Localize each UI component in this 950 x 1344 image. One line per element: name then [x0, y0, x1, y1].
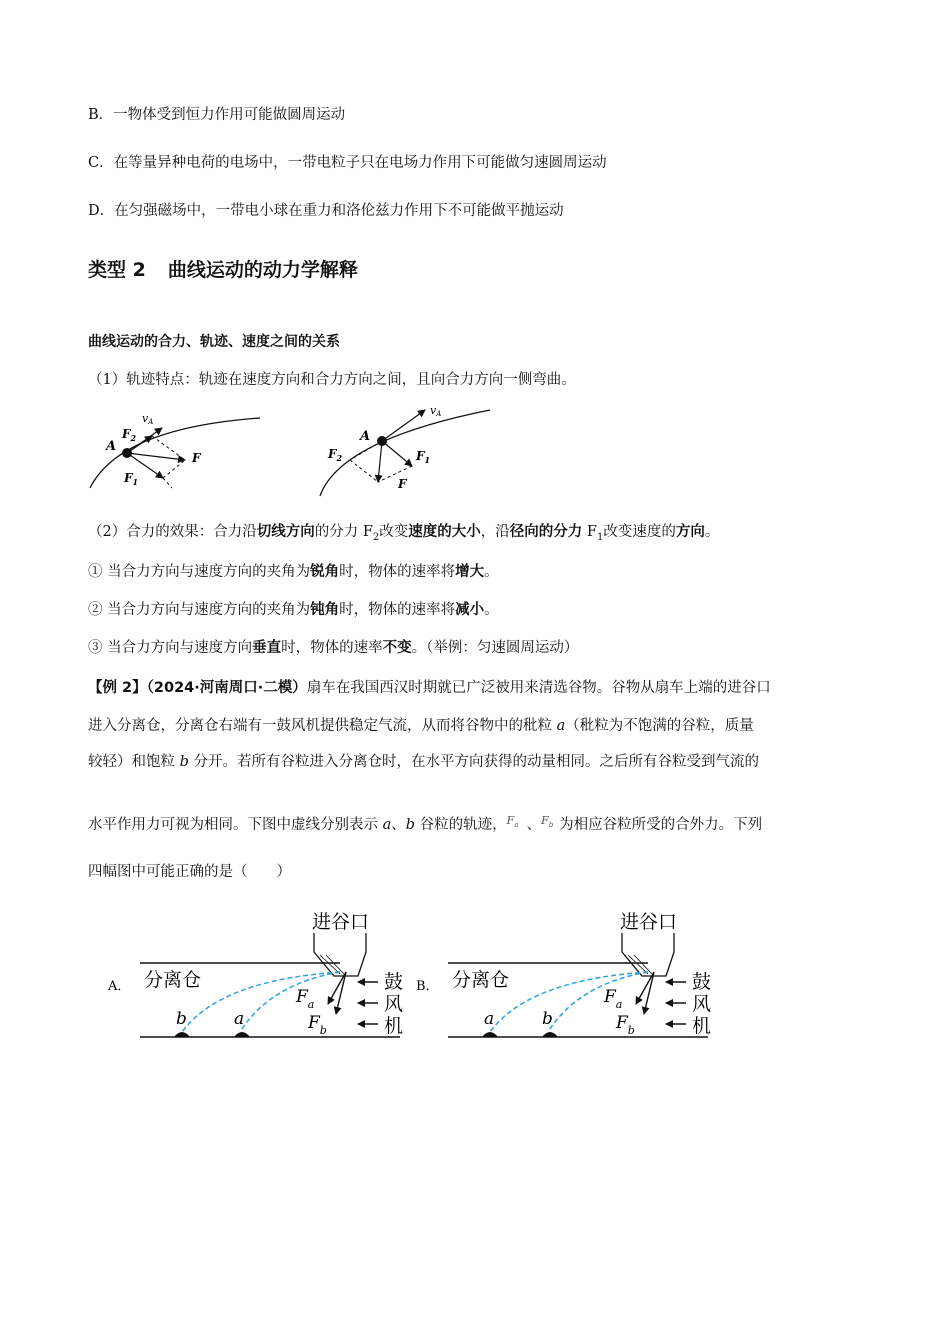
svg-text:Fb: $F_b$	[616, 1013, 635, 1037]
svg-text:Fa: $F_a$	[296, 987, 315, 1011]
case-perpendicular: ③ 当合力方向与速度方向垂直时，物体的速率不变。（举例：匀速圆周运动）	[88, 640, 579, 656]
svg-text:vA: vA	[142, 412, 154, 426]
svg-text:F2: $F_2$	[328, 447, 343, 463]
svg-text:分离仓: 分离仓	[452, 969, 510, 991]
svg-text:鼓: 鼓	[384, 971, 404, 993]
example-source: （2024·河南周口·二模）	[146, 680, 307, 696]
svg-text:F: F	[398, 477, 407, 491]
option-b: B．一物体受到恒力作用可能做圆周运动	[88, 107, 346, 123]
case-acute: ① 当合力方向与速度方向的夹角为锐角时，物体的速率将增大。	[88, 564, 499, 580]
svg-text:F2: $F_2$	[122, 427, 137, 443]
subheading: 曲线运动的合力、轨迹、速度之间的关系	[88, 334, 340, 350]
chamber-label: 分离仓	[144, 969, 202, 991]
case-obtuse: ② 当合力方向与速度方向的夹角为钝角时，物体的速率将减小。	[88, 602, 499, 618]
option-b-label: B．	[416, 979, 439, 994]
option-d: D．在匀强磁场中，一带电小球在重力和洛伦兹力作用下不可能做平抛运动	[88, 203, 564, 219]
point-1: （1）轨迹特点：轨迹在速度方向和合力方向之间，且向合力方向一侧弯曲。	[88, 372, 576, 388]
point-2: （2）合力的效果：合力沿切线方向的分力 $F_2$改变速度的大小，沿径向的分力 $F_1$改变速度的方向。	[88, 524, 720, 543]
section-type: 类型 2	[88, 259, 146, 281]
svg-text:进谷口: 进谷口	[620, 911, 678, 933]
option-a-label: A．	[108, 979, 131, 994]
section-heading	[88, 260, 358, 280]
trajectory-diagram-left	[90, 412, 260, 488]
trajectory-figure	[80, 400, 500, 500]
trajectory-diagram-right	[320, 404, 490, 496]
svg-text:机: 机	[384, 1015, 404, 1037]
svg-text:F1: $F_1$	[124, 471, 139, 487]
svg-text:A: A	[360, 429, 371, 444]
diagram-a	[100, 900, 420, 1045]
svg-text:风: 风	[384, 993, 404, 1015]
svg-text:机: 机	[692, 1015, 712, 1037]
svg-text:b: b	[542, 1009, 553, 1029]
svg-text:a: a	[484, 1009, 495, 1029]
svg-text:鼓: 鼓	[692, 971, 712, 993]
example-line-3: 较轻）和饱粒 b 分开。若所有谷粒进入分离仓时，在水平方向获得的动量相同。之后所有谷粒受到气流的	[88, 754, 760, 770]
svg-text:b: b	[176, 1009, 187, 1029]
option-c: C．在等量异种电荷的电场中，一带电粒子只在电场力作用下可能做匀速圆周运动	[88, 155, 607, 171]
svg-text:Fa: $F_a$	[604, 987, 623, 1011]
diagram-b	[408, 900, 728, 1045]
example-line-1: 【例 2】（2024·河南周口·二模）扇车在我国西汉时期就已广泛被用来清选谷物。谷物从扇车上端的进谷口	[88, 680, 771, 696]
svg-text:vA: vA	[430, 404, 442, 418]
svg-text:Fb: $F_b$	[308, 1013, 327, 1037]
example-line-4: 水平作用力可视为相同。下图中虚线分别表示 a、b 谷粒的轨迹， $F_a$ 、 $F_b$ 为相应谷粒所受的合外力。下列	[88, 814, 763, 833]
svg-text:F1: $F_1$	[416, 449, 431, 465]
point-a-label: A	[106, 439, 117, 454]
section-title: 曲线运动的动力学解释	[167, 259, 358, 281]
force-f-label: F	[192, 451, 201, 465]
example-label: 【例 2】	[88, 680, 147, 696]
svg-text:a: a	[234, 1009, 245, 1029]
example-line-2: 进入分离仓，分离仓右端有一鼓风机提供稳定气流，从而将谷物中的秕粒 a（秕粒为不饱满的谷粒，质量	[88, 718, 754, 734]
example-line-5: 四幅图中可能正确的是（ ）	[88, 864, 291, 880]
inlet-label: 进谷口	[312, 911, 370, 933]
svg-text:风: 风	[692, 993, 712, 1015]
